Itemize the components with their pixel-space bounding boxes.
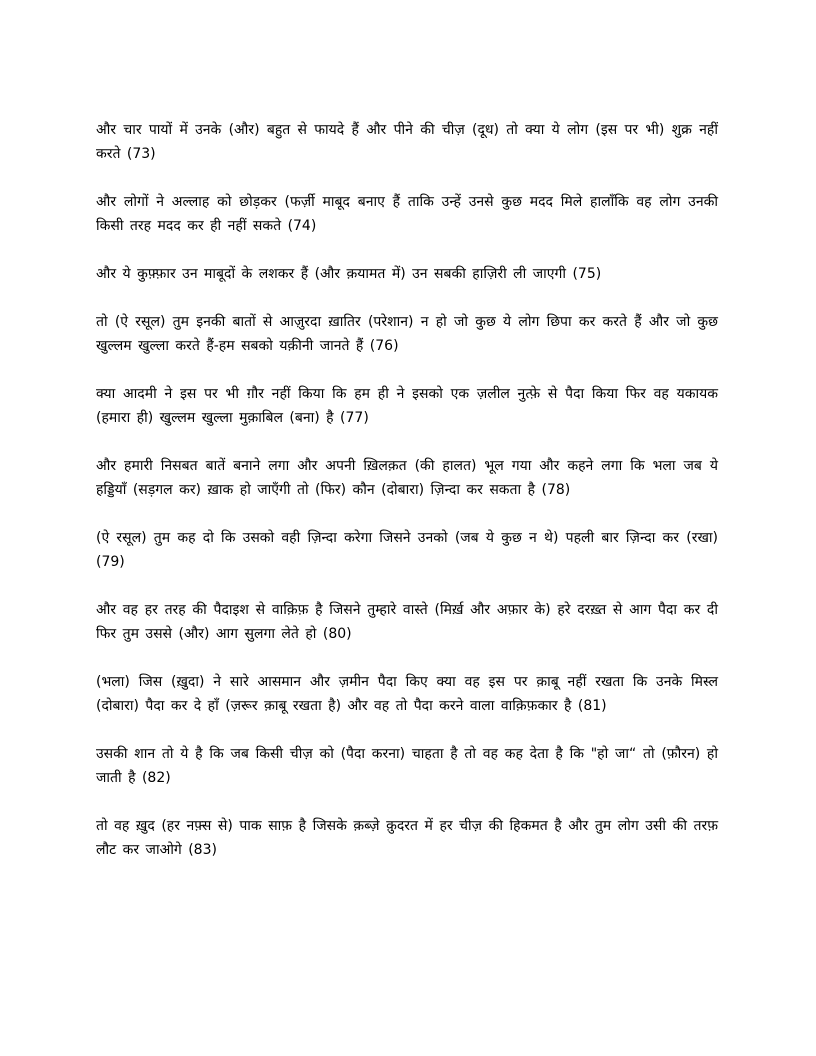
verse-79: (ऐ रसूल) तुम कह दो कि उसको वही ज़िन्दा करेगा जिसने उनको (जब ये कुछ न थे) पहली बार ज़िन्दा कर (रखा) (79) (96, 530, 718, 570)
verse-83: तो वह ख़ुद (हर नफ़्स से) पाक साफ़ है जिसके क़ब्ज़े क़ुदरत में हर चीज़ की हिकमत है और तुम लोग उसी की तरफ़ लौट कर जाओगे (83) (96, 818, 718, 858)
verse-75: और ये कुफ़्फ़ार उन माबूदों के लशकर हैं (और क़यामत में) उन सबकी हाज़िरी ली जाएगी (75) (96, 266, 602, 282)
verse-78: और हमारी निसबत बातें बनाने लगा और अपनी ख़िलक़त (की हालत) भूल गया और कहने लगा कि भला जब ये हड्डियाँ (सड़गल कर) ख़ाक हो जाएँगी तो (फिर) कौन (दोबारा) ज़िन्दा कर सकता है (78) (96, 458, 718, 498)
verse-77: क्या आदमी ने इस पर भी ग़ौर नहीं किया कि हम ही ने इसको एक ज़लील नुत्फ़े से पैदा किया फिर वह यकायक (हमारा ही) खुल्लम खुल्ला मुक़ाबिल (बना) है (77) (96, 386, 718, 426)
verse-73: और चार पायों में उनके (और) बहुत से फायदे हैं और पीने की चीज़ (दूध) तो क्या ये लोग (इस पर भी) शुक्र नहीं करते (73) (96, 122, 718, 162)
document-body (96, 118, 718, 886)
verse-81: (भला) जिस (ख़ुदा) ने सारे आसमान और ज़मीन पैदा किए क्या वह इस पर क़ाबू नहीं रखता कि उनके मिस्ल (दोबारा) पैदा कर दे हाँ (ज़रूर क़ाबू रखता है) और वह तो पैदा करने वाला वाक़िफ़कार है (81) (96, 674, 718, 714)
verse-80: और वह हर तरह की पैदाइश से वाक़िफ़ है जिसने तुम्हारे वास्ते (मिर्ख़ और अफ़ार के) हरे दरख़्त से आग पैदा कर दी फिर तुम उससे (और) आग सुलगा लेते हो (80) (96, 602, 718, 642)
verse-76: तो (ऐ रसूल) तुम इनकी बातों से आज़ुरदा ख़ातिर (परेशान) न हो जो कुछ ये लोग छिपा कर करते हैं और जो कुछ खुल्लम खुल्ला करते हैं-हम सबको यक़ीनी जानते हैं (76) (96, 314, 718, 354)
verse-74: और लोगों ने अल्लाह को छोड़कर (फर्ज़ी माबूद बनाए हैं ताकि उन्हें उनसे कुछ मदद मिले हालाँकि वह लोग उनकी किसी तरह मदद कर ही नहीं सकते (74) (96, 194, 718, 234)
verse-82: उसकी शान तो ये है कि जब किसी चीज़ को (पैदा करना) चाहता है तो वह कह देता है कि "हो जा“ तो (फ़ौरन) हो जाती है (82) (96, 746, 718, 786)
